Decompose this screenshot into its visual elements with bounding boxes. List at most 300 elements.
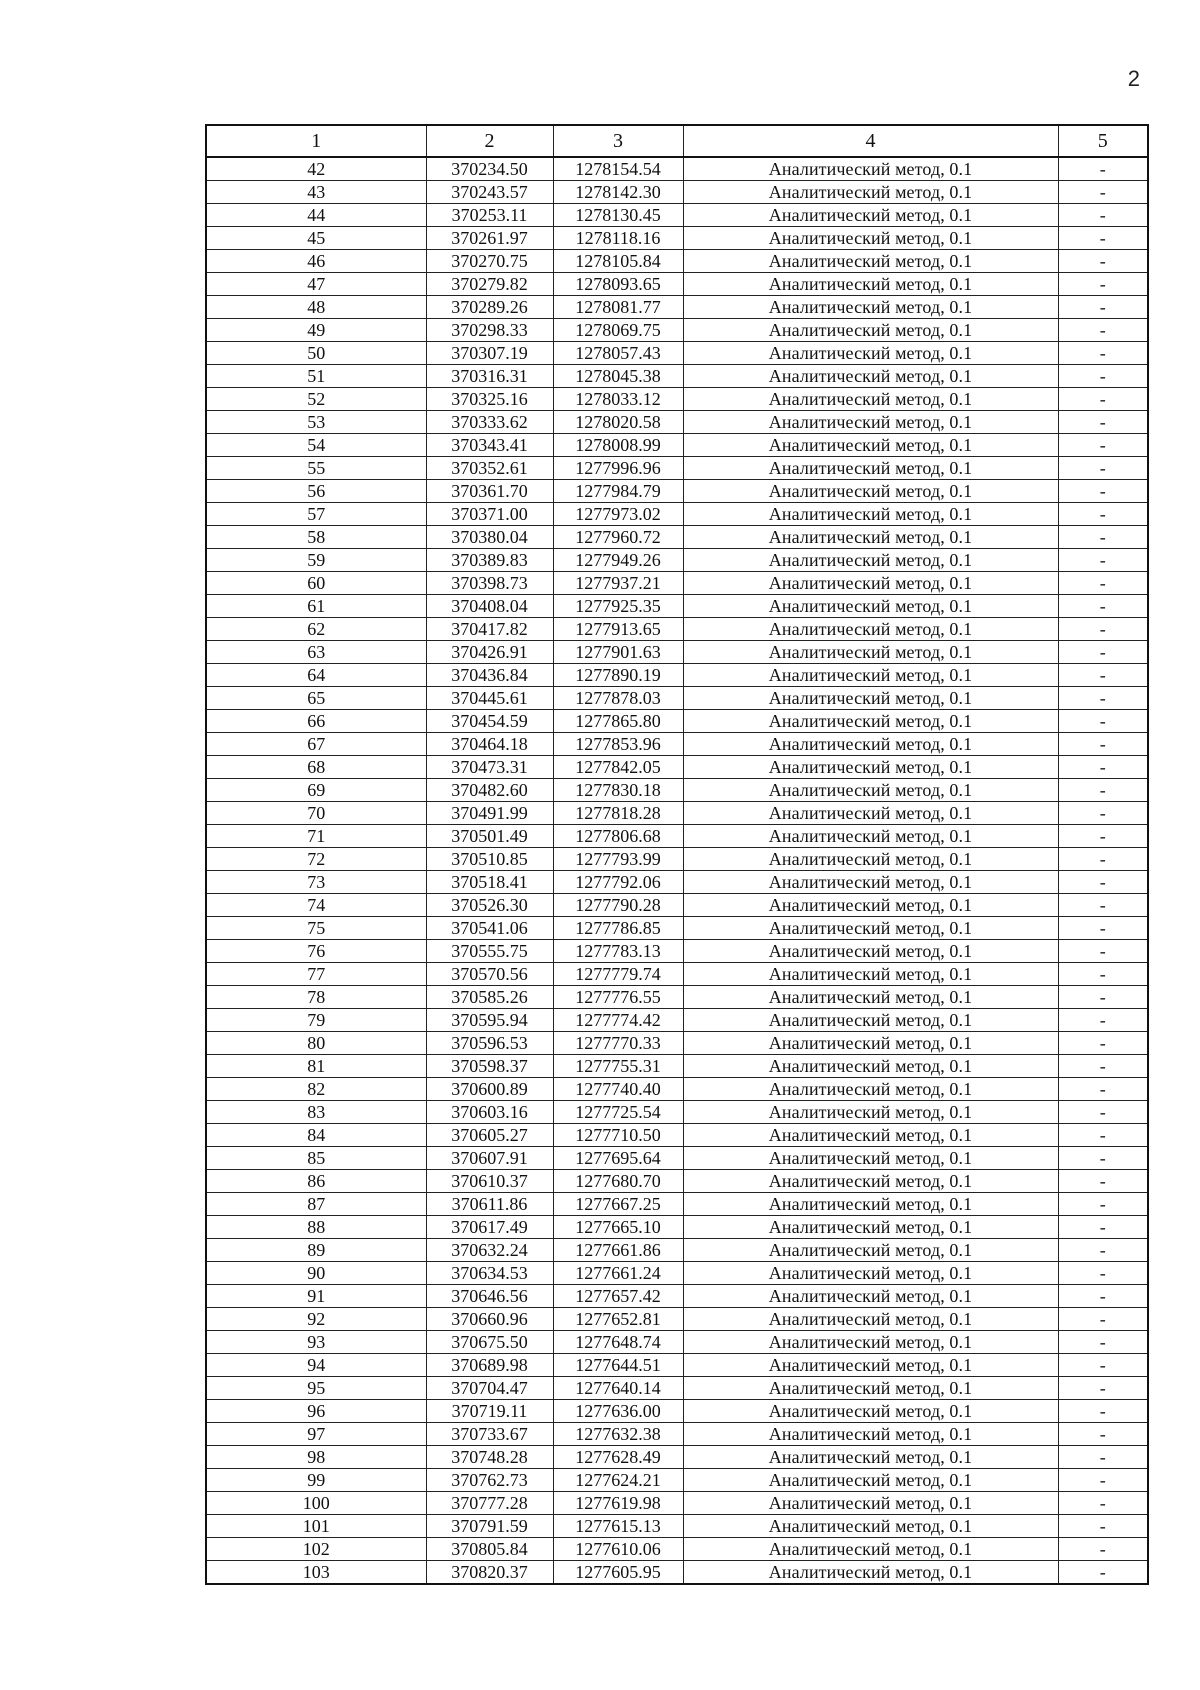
point-number-cell: 102: [206, 1538, 426, 1561]
table-row: [206, 1561, 1148, 1585]
note-cell: -: [1058, 595, 1148, 618]
x-coordinate-cell: 370398.73: [426, 572, 553, 595]
table-row: [206, 756, 1148, 779]
note-cell: -: [1058, 1101, 1148, 1124]
table-row: [206, 411, 1148, 434]
method-cell: Аналитический метод, 0.1: [683, 1308, 1058, 1331]
x-coordinate-cell: 370445.61: [426, 687, 553, 710]
note-cell: -: [1058, 825, 1148, 848]
note-cell: -: [1058, 618, 1148, 641]
table-row: [206, 618, 1148, 641]
point-number-cell: 83: [206, 1101, 426, 1124]
x-coordinate-cell: 370426.91: [426, 641, 553, 664]
table-body: [206, 157, 1148, 1584]
y-coordinate-cell: 1277786.85: [553, 917, 683, 940]
y-coordinate-cell: 1278045.38: [553, 365, 683, 388]
y-coordinate-cell: 1277644.51: [553, 1354, 683, 1377]
x-coordinate-cell: 370719.11: [426, 1400, 553, 1423]
table-row: [206, 365, 1148, 388]
x-coordinate-cell: 370704.47: [426, 1377, 553, 1400]
x-coordinate-cell: 370473.31: [426, 756, 553, 779]
x-coordinate-cell: 370436.84: [426, 664, 553, 687]
table-row: [206, 157, 1148, 181]
point-number-cell: 50: [206, 342, 426, 365]
note-cell: -: [1058, 480, 1148, 503]
point-number-cell: 48: [206, 296, 426, 319]
point-number-cell: 92: [206, 1308, 426, 1331]
method-cell: Аналитический метод, 0.1: [683, 1078, 1058, 1101]
note-cell: -: [1058, 319, 1148, 342]
table-row: [206, 1032, 1148, 1055]
table-row: [206, 986, 1148, 1009]
point-number-cell: 93: [206, 1331, 426, 1354]
coordinates-table-container: [205, 124, 1147, 1585]
method-cell: Аналитический метод, 0.1: [683, 434, 1058, 457]
x-coordinate-cell: 370482.60: [426, 779, 553, 802]
note-cell: -: [1058, 388, 1148, 411]
x-coordinate-cell: 370253.11: [426, 204, 553, 227]
note-cell: -: [1058, 641, 1148, 664]
method-cell: Аналитический метод, 0.1: [683, 1354, 1058, 1377]
table-row: [206, 825, 1148, 848]
y-coordinate-cell: 1278081.77: [553, 296, 683, 319]
point-number-cell: 61: [206, 595, 426, 618]
point-number-cell: 95: [206, 1377, 426, 1400]
x-coordinate-cell: 370316.31: [426, 365, 553, 388]
note-cell: -: [1058, 1538, 1148, 1561]
x-coordinate-cell: 370408.04: [426, 595, 553, 618]
y-coordinate-cell: 1277865.80: [553, 710, 683, 733]
method-cell: Аналитический метод, 0.1: [683, 1193, 1058, 1216]
table-row: [206, 940, 1148, 963]
header-row: [206, 125, 1148, 157]
table-row: [206, 710, 1148, 733]
y-coordinate-cell: 1277640.14: [553, 1377, 683, 1400]
method-cell: Аналитический метод, 0.1: [683, 848, 1058, 871]
x-coordinate-cell: 370518.41: [426, 871, 553, 894]
point-number-cell: 82: [206, 1078, 426, 1101]
point-number-cell: 44: [206, 204, 426, 227]
y-coordinate-cell: 1278033.12: [553, 388, 683, 411]
table-row: [206, 457, 1148, 480]
point-number-cell: 46: [206, 250, 426, 273]
table-row: [206, 1469, 1148, 1492]
note-cell: -: [1058, 526, 1148, 549]
table-row: [206, 480, 1148, 503]
point-number-cell: 68: [206, 756, 426, 779]
method-cell: Аналитический метод, 0.1: [683, 1400, 1058, 1423]
method-cell: Аналитический метод, 0.1: [683, 457, 1058, 480]
y-coordinate-cell: 1277996.96: [553, 457, 683, 480]
y-coordinate-cell: 1277710.50: [553, 1124, 683, 1147]
table-row: [206, 917, 1148, 940]
method-cell: Аналитический метод, 0.1: [683, 1515, 1058, 1538]
point-number-cell: 77: [206, 963, 426, 986]
point-number-cell: 51: [206, 365, 426, 388]
note-cell: -: [1058, 710, 1148, 733]
point-number-cell: 52: [206, 388, 426, 411]
method-cell: Аналитический метод, 0.1: [683, 411, 1058, 434]
x-coordinate-cell: 370605.27: [426, 1124, 553, 1147]
table-row: [206, 526, 1148, 549]
method-cell: Аналитический метод, 0.1: [683, 181, 1058, 204]
x-coordinate-cell: 370289.26: [426, 296, 553, 319]
y-coordinate-cell: 1277913.65: [553, 618, 683, 641]
point-number-cell: 75: [206, 917, 426, 940]
table-row: [206, 1515, 1148, 1538]
point-number-cell: 63: [206, 641, 426, 664]
x-coordinate-cell: 370600.89: [426, 1078, 553, 1101]
x-coordinate-cell: 370603.16: [426, 1101, 553, 1124]
point-number-cell: 62: [206, 618, 426, 641]
y-coordinate-cell: 1277783.13: [553, 940, 683, 963]
y-coordinate-cell: 1277792.06: [553, 871, 683, 894]
note-cell: -: [1058, 1262, 1148, 1285]
point-number-cell: 90: [206, 1262, 426, 1285]
table-row: [206, 733, 1148, 756]
note-cell: -: [1058, 848, 1148, 871]
method-cell: Аналитический метод, 0.1: [683, 894, 1058, 917]
y-coordinate-cell: 1277830.18: [553, 779, 683, 802]
column-header-5: 5: [1058, 125, 1148, 157]
y-coordinate-cell: 1277615.13: [553, 1515, 683, 1538]
x-coordinate-cell: 370417.82: [426, 618, 553, 641]
method-cell: Аналитический метод, 0.1: [683, 917, 1058, 940]
x-coordinate-cell: 370298.33: [426, 319, 553, 342]
note-cell: -: [1058, 457, 1148, 480]
table-row: [206, 1446, 1148, 1469]
x-coordinate-cell: 370343.41: [426, 434, 553, 457]
method-cell: Аналитический метод, 0.1: [683, 204, 1058, 227]
point-number-cell: 101: [206, 1515, 426, 1538]
x-coordinate-cell: 370380.04: [426, 526, 553, 549]
method-cell: Аналитический метод, 0.1: [683, 733, 1058, 756]
x-coordinate-cell: 370805.84: [426, 1538, 553, 1561]
x-coordinate-cell: 370598.37: [426, 1055, 553, 1078]
point-number-cell: 85: [206, 1147, 426, 1170]
note-cell: -: [1058, 549, 1148, 572]
method-cell: Аналитический метод, 0.1: [683, 1469, 1058, 1492]
note-cell: -: [1058, 503, 1148, 526]
x-coordinate-cell: 370632.24: [426, 1239, 553, 1262]
coordinates-table: [205, 124, 1149, 1585]
method-cell: Аналитический метод, 0.1: [683, 1170, 1058, 1193]
x-coordinate-cell: 370352.61: [426, 457, 553, 480]
point-number-cell: 47: [206, 273, 426, 296]
table-row: [206, 204, 1148, 227]
point-number-cell: 59: [206, 549, 426, 572]
x-coordinate-cell: 370261.97: [426, 227, 553, 250]
note-cell: -: [1058, 1078, 1148, 1101]
y-coordinate-cell: 1277878.03: [553, 687, 683, 710]
table-row: [206, 1147, 1148, 1170]
method-cell: Аналитический метод, 0.1: [683, 756, 1058, 779]
note-cell: -: [1058, 1492, 1148, 1515]
x-coordinate-cell: 370270.75: [426, 250, 553, 273]
note-cell: -: [1058, 1193, 1148, 1216]
method-cell: Аналитический метод, 0.1: [683, 365, 1058, 388]
note-cell: -: [1058, 1377, 1148, 1400]
table-row: [206, 641, 1148, 664]
method-cell: Аналитический метод, 0.1: [683, 1009, 1058, 1032]
note-cell: -: [1058, 664, 1148, 687]
y-coordinate-cell: 1277657.42: [553, 1285, 683, 1308]
note-cell: -: [1058, 1055, 1148, 1078]
note-cell: -: [1058, 733, 1148, 756]
y-coordinate-cell: 1277695.64: [553, 1147, 683, 1170]
point-number-cell: 94: [206, 1354, 426, 1377]
column-header-3: 3: [553, 125, 683, 157]
y-coordinate-cell: 1277949.26: [553, 549, 683, 572]
table-row: [206, 319, 1148, 342]
note-cell: -: [1058, 687, 1148, 710]
x-coordinate-cell: 370607.91: [426, 1147, 553, 1170]
y-coordinate-cell: 1277605.95: [553, 1561, 683, 1585]
table-row: [206, 1239, 1148, 1262]
x-coordinate-cell: 370491.99: [426, 802, 553, 825]
y-coordinate-cell: 1277628.49: [553, 1446, 683, 1469]
note-cell: -: [1058, 986, 1148, 1009]
table-row: [206, 181, 1148, 204]
y-coordinate-cell: 1277853.96: [553, 733, 683, 756]
note-cell: -: [1058, 963, 1148, 986]
note-cell: -: [1058, 204, 1148, 227]
y-coordinate-cell: 1277770.33: [553, 1032, 683, 1055]
x-coordinate-cell: 370307.19: [426, 342, 553, 365]
point-number-cell: 42: [206, 157, 426, 181]
point-number-cell: 58: [206, 526, 426, 549]
note-cell: -: [1058, 1331, 1148, 1354]
method-cell: Аналитический метод, 0.1: [683, 1055, 1058, 1078]
note-cell: -: [1058, 572, 1148, 595]
point-number-cell: 55: [206, 457, 426, 480]
method-cell: Аналитический метод, 0.1: [683, 1124, 1058, 1147]
method-cell: Аналитический метод, 0.1: [683, 802, 1058, 825]
note-cell: -: [1058, 1147, 1148, 1170]
table-row: [206, 1354, 1148, 1377]
method-cell: Аналитический метод, 0.1: [683, 940, 1058, 963]
note-cell: -: [1058, 940, 1148, 963]
method-cell: Аналитический метод, 0.1: [683, 595, 1058, 618]
method-cell: Аналитический метод, 0.1: [683, 388, 1058, 411]
x-coordinate-cell: 370279.82: [426, 273, 553, 296]
y-coordinate-cell: 1278142.30: [553, 181, 683, 204]
table-row: [206, 1124, 1148, 1147]
method-cell: Аналитический метод, 0.1: [683, 319, 1058, 342]
note-cell: -: [1058, 1561, 1148, 1585]
x-coordinate-cell: 370555.75: [426, 940, 553, 963]
point-number-cell: 53: [206, 411, 426, 434]
y-coordinate-cell: 1277610.06: [553, 1538, 683, 1561]
note-cell: -: [1058, 1009, 1148, 1032]
note-cell: -: [1058, 779, 1148, 802]
note-cell: -: [1058, 1032, 1148, 1055]
table-header: [206, 125, 1148, 157]
method-cell: Аналитический метод, 0.1: [683, 1147, 1058, 1170]
y-coordinate-cell: 1277960.72: [553, 526, 683, 549]
note-cell: -: [1058, 1423, 1148, 1446]
point-number-cell: 86: [206, 1170, 426, 1193]
y-coordinate-cell: 1277632.38: [553, 1423, 683, 1446]
y-coordinate-cell: 1277901.63: [553, 641, 683, 664]
table-row: [206, 342, 1148, 365]
x-coordinate-cell: 370541.06: [426, 917, 553, 940]
table-row: [206, 1216, 1148, 1239]
x-coordinate-cell: 370325.16: [426, 388, 553, 411]
y-coordinate-cell: 1277925.35: [553, 595, 683, 618]
point-number-cell: 74: [206, 894, 426, 917]
x-coordinate-cell: 370762.73: [426, 1469, 553, 1492]
method-cell: Аналитический метод, 0.1: [683, 572, 1058, 595]
note-cell: -: [1058, 917, 1148, 940]
note-cell: -: [1058, 1469, 1148, 1492]
y-coordinate-cell: 1277665.10: [553, 1216, 683, 1239]
table-row: [206, 1331, 1148, 1354]
y-coordinate-cell: 1278069.75: [553, 319, 683, 342]
method-cell: Аналитический метод, 0.1: [683, 1101, 1058, 1124]
x-coordinate-cell: 370675.50: [426, 1331, 553, 1354]
note-cell: -: [1058, 434, 1148, 457]
point-number-cell: 67: [206, 733, 426, 756]
y-coordinate-cell: 1277667.25: [553, 1193, 683, 1216]
y-coordinate-cell: 1277661.86: [553, 1239, 683, 1262]
x-coordinate-cell: 370371.00: [426, 503, 553, 526]
point-number-cell: 72: [206, 848, 426, 871]
method-cell: Аналитический метод, 0.1: [683, 250, 1058, 273]
y-coordinate-cell: 1278130.45: [553, 204, 683, 227]
y-coordinate-cell: 1277755.31: [553, 1055, 683, 1078]
x-coordinate-cell: 370234.50: [426, 157, 553, 181]
note-cell: -: [1058, 1216, 1148, 1239]
y-coordinate-cell: 1277842.05: [553, 756, 683, 779]
y-coordinate-cell: 1277937.21: [553, 572, 683, 595]
point-number-cell: 43: [206, 181, 426, 204]
point-number-cell: 60: [206, 572, 426, 595]
y-coordinate-cell: 1278154.54: [553, 157, 683, 181]
table-row: [206, 503, 1148, 526]
table-row: [206, 1400, 1148, 1423]
point-number-cell: 91: [206, 1285, 426, 1308]
point-number-cell: 87: [206, 1193, 426, 1216]
method-cell: Аналитический метод, 0.1: [683, 1377, 1058, 1400]
y-coordinate-cell: 1277680.70: [553, 1170, 683, 1193]
point-number-cell: 45: [206, 227, 426, 250]
x-coordinate-cell: 370389.83: [426, 549, 553, 572]
table-row: [206, 1377, 1148, 1400]
table-row: [206, 687, 1148, 710]
method-cell: Аналитический метод, 0.1: [683, 273, 1058, 296]
note-cell: -: [1058, 342, 1148, 365]
method-cell: Аналитический метод, 0.1: [683, 687, 1058, 710]
x-coordinate-cell: 370610.37: [426, 1170, 553, 1193]
method-cell: Аналитический метод, 0.1: [683, 710, 1058, 733]
table-row: [206, 1170, 1148, 1193]
point-number-cell: 103: [206, 1561, 426, 1585]
y-coordinate-cell: 1278020.58: [553, 411, 683, 434]
table-row: [206, 1538, 1148, 1561]
note-cell: -: [1058, 1239, 1148, 1262]
column-header-2: 2: [426, 125, 553, 157]
method-cell: Аналитический метод, 0.1: [683, 1032, 1058, 1055]
note-cell: -: [1058, 411, 1148, 434]
table-row: [206, 848, 1148, 871]
y-coordinate-cell: 1277774.42: [553, 1009, 683, 1032]
y-coordinate-cell: 1277661.24: [553, 1262, 683, 1285]
y-coordinate-cell: 1277619.98: [553, 1492, 683, 1515]
table-row: [206, 1193, 1148, 1216]
x-coordinate-cell: 370777.28: [426, 1492, 553, 1515]
x-coordinate-cell: 370660.96: [426, 1308, 553, 1331]
point-number-cell: 70: [206, 802, 426, 825]
x-coordinate-cell: 370646.56: [426, 1285, 553, 1308]
method-cell: Аналитический метод, 0.1: [683, 618, 1058, 641]
table-row: [206, 572, 1148, 595]
x-coordinate-cell: 370689.98: [426, 1354, 553, 1377]
y-coordinate-cell: 1277624.21: [553, 1469, 683, 1492]
method-cell: Аналитический метод, 0.1: [683, 641, 1058, 664]
table-row: [206, 1423, 1148, 1446]
x-coordinate-cell: 370526.30: [426, 894, 553, 917]
point-number-cell: 64: [206, 664, 426, 687]
method-cell: Аналитический метод, 0.1: [683, 227, 1058, 250]
note-cell: -: [1058, 250, 1148, 273]
point-number-cell: 73: [206, 871, 426, 894]
x-coordinate-cell: 370820.37: [426, 1561, 553, 1585]
x-coordinate-cell: 370634.53: [426, 1262, 553, 1285]
table-row: [206, 664, 1148, 687]
x-coordinate-cell: 370333.62: [426, 411, 553, 434]
y-coordinate-cell: 1277648.74: [553, 1331, 683, 1354]
note-cell: -: [1058, 1124, 1148, 1147]
method-cell: Аналитический метод, 0.1: [683, 480, 1058, 503]
table-row: [206, 1492, 1148, 1515]
method-cell: Аналитический метод, 0.1: [683, 963, 1058, 986]
y-coordinate-cell: 1277636.00: [553, 1400, 683, 1423]
note-cell: -: [1058, 756, 1148, 779]
table-row: [206, 871, 1148, 894]
note-cell: -: [1058, 871, 1148, 894]
method-cell: Аналитический метод, 0.1: [683, 1446, 1058, 1469]
point-number-cell: 84: [206, 1124, 426, 1147]
point-number-cell: 100: [206, 1492, 426, 1515]
x-coordinate-cell: 370464.18: [426, 733, 553, 756]
column-header-1: 1: [206, 125, 426, 157]
y-coordinate-cell: 1277890.19: [553, 664, 683, 687]
point-number-cell: 88: [206, 1216, 426, 1239]
method-cell: Аналитический метод, 0.1: [683, 1561, 1058, 1585]
method-cell: Аналитический метод, 0.1: [683, 296, 1058, 319]
point-number-cell: 78: [206, 986, 426, 1009]
note-cell: -: [1058, 296, 1148, 319]
note-cell: -: [1058, 181, 1148, 204]
method-cell: Аналитический метод, 0.1: [683, 526, 1058, 549]
note-cell: -: [1058, 1285, 1148, 1308]
table-row: [206, 434, 1148, 457]
note-cell: -: [1058, 802, 1148, 825]
point-number-cell: 98: [206, 1446, 426, 1469]
x-coordinate-cell: 370733.67: [426, 1423, 553, 1446]
x-coordinate-cell: 370611.86: [426, 1193, 553, 1216]
point-number-cell: 56: [206, 480, 426, 503]
table-row: [206, 1101, 1148, 1124]
point-number-cell: 66: [206, 710, 426, 733]
x-coordinate-cell: 370570.56: [426, 963, 553, 986]
point-number-cell: 89: [206, 1239, 426, 1262]
method-cell: Аналитический метод, 0.1: [683, 986, 1058, 1009]
table-row: [206, 963, 1148, 986]
note-cell: -: [1058, 273, 1148, 296]
method-cell: Аналитический метод, 0.1: [683, 1262, 1058, 1285]
